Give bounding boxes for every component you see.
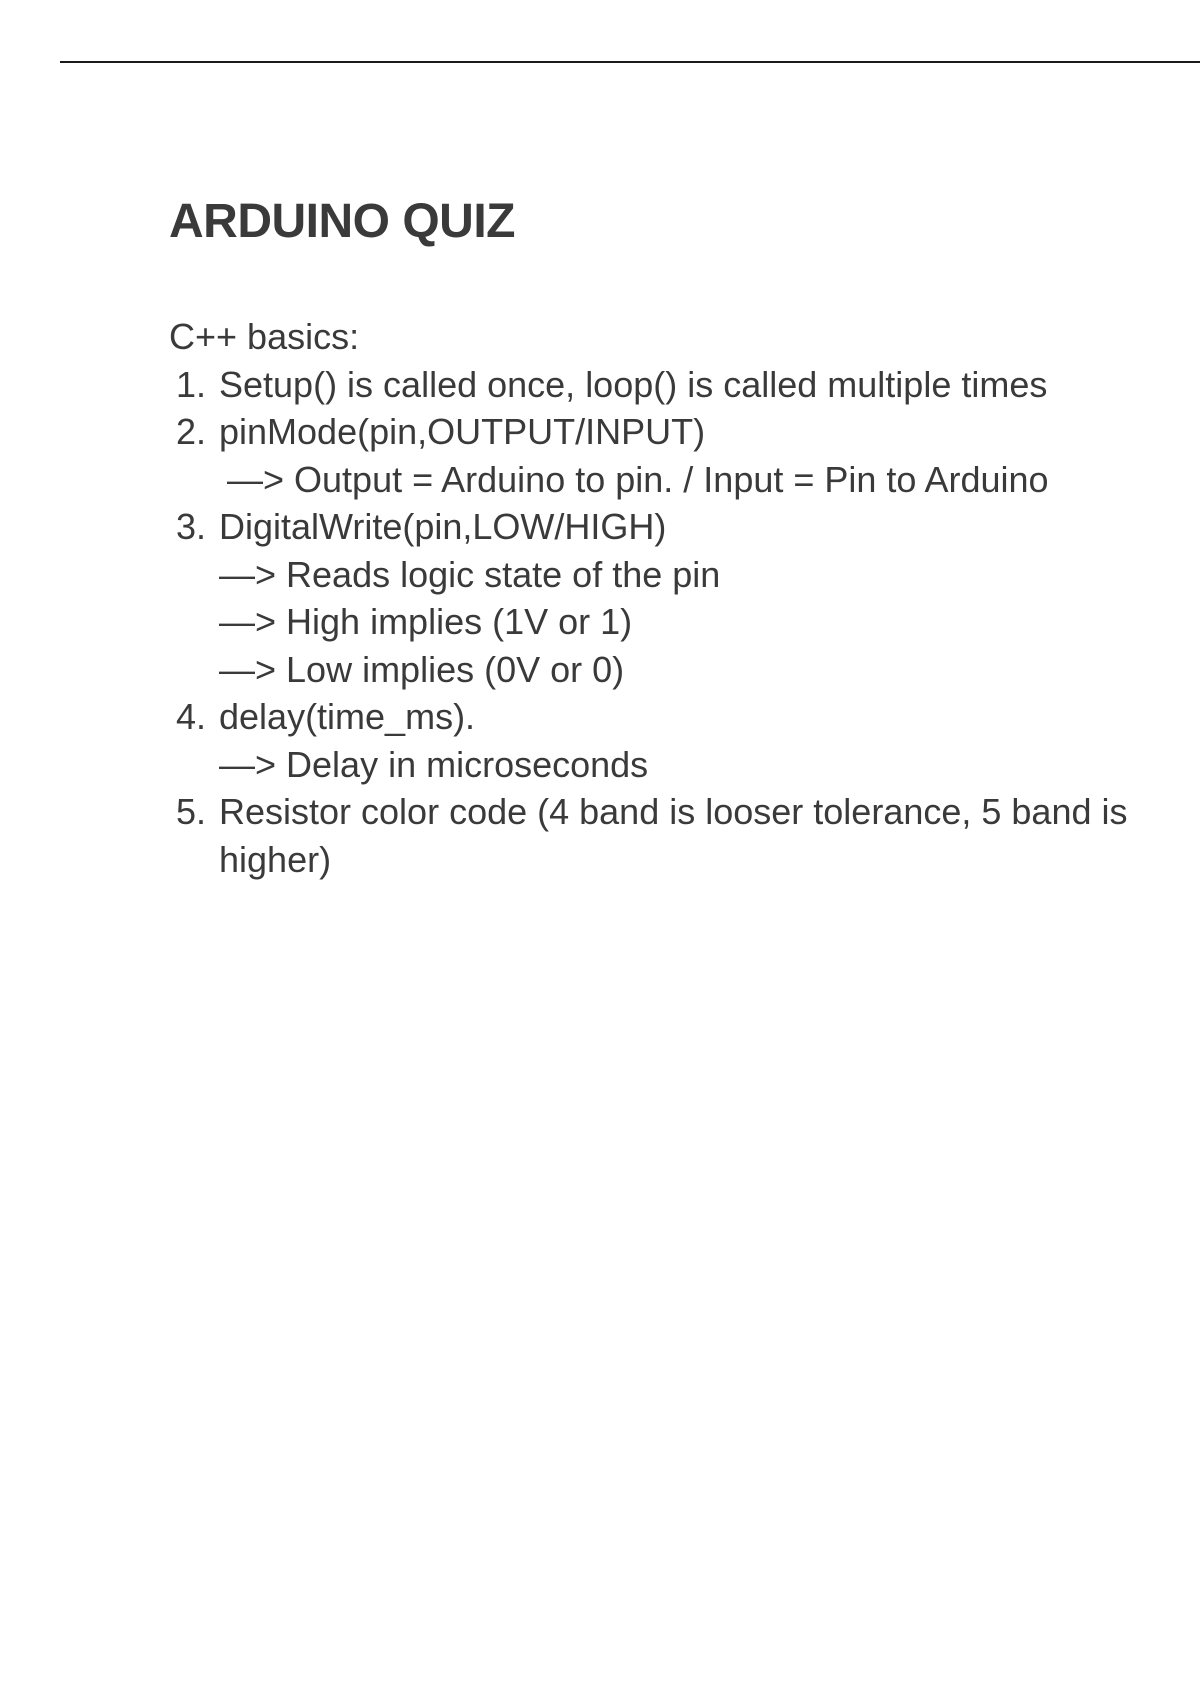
item-number: 1. — [176, 363, 207, 405]
list-item — [169, 361, 1149, 409]
item-number: 4. — [176, 696, 207, 737]
list-item — [169, 693, 1149, 741]
section-heading: C++ basics: — [169, 316, 360, 357]
item-number: 3. — [176, 506, 207, 547]
item-text: Setup() is called once, loop() is called multiple times — [219, 363, 1048, 405]
item-note: —> High implies (1V or 1) — [219, 601, 633, 642]
item-note: —> Low implies (0V or 0) — [219, 648, 625, 690]
item-note: —> Output = Arduino to pin. / Input = Pin to Arduino — [227, 458, 1049, 500]
item-text: Resistor color code (4 band is looser tolerance, 5 band is higher) — [219, 791, 1128, 880]
item-text: delay(time_ms). — [219, 696, 476, 737]
list-item — [169, 408, 1149, 456]
item-text: DigitalWrite(pin,LOW/HIGH) — [219, 506, 667, 547]
item-text: pinMode(pin,OUTPUT/INPUT) — [219, 411, 706, 452]
page-title: ARDUINO QUIZ — [169, 195, 515, 248]
item-number: 5. — [176, 791, 207, 832]
top-divider — [60, 61, 1200, 63]
item-number: 2. — [176, 411, 207, 452]
item-note: —> Delay in microseconds — [219, 743, 649, 785]
notes-body — [169, 313, 1149, 883]
list-item — [169, 788, 1149, 883]
list-item — [169, 503, 1149, 551]
item-note: —> Reads logic state of the pin — [219, 553, 721, 595]
